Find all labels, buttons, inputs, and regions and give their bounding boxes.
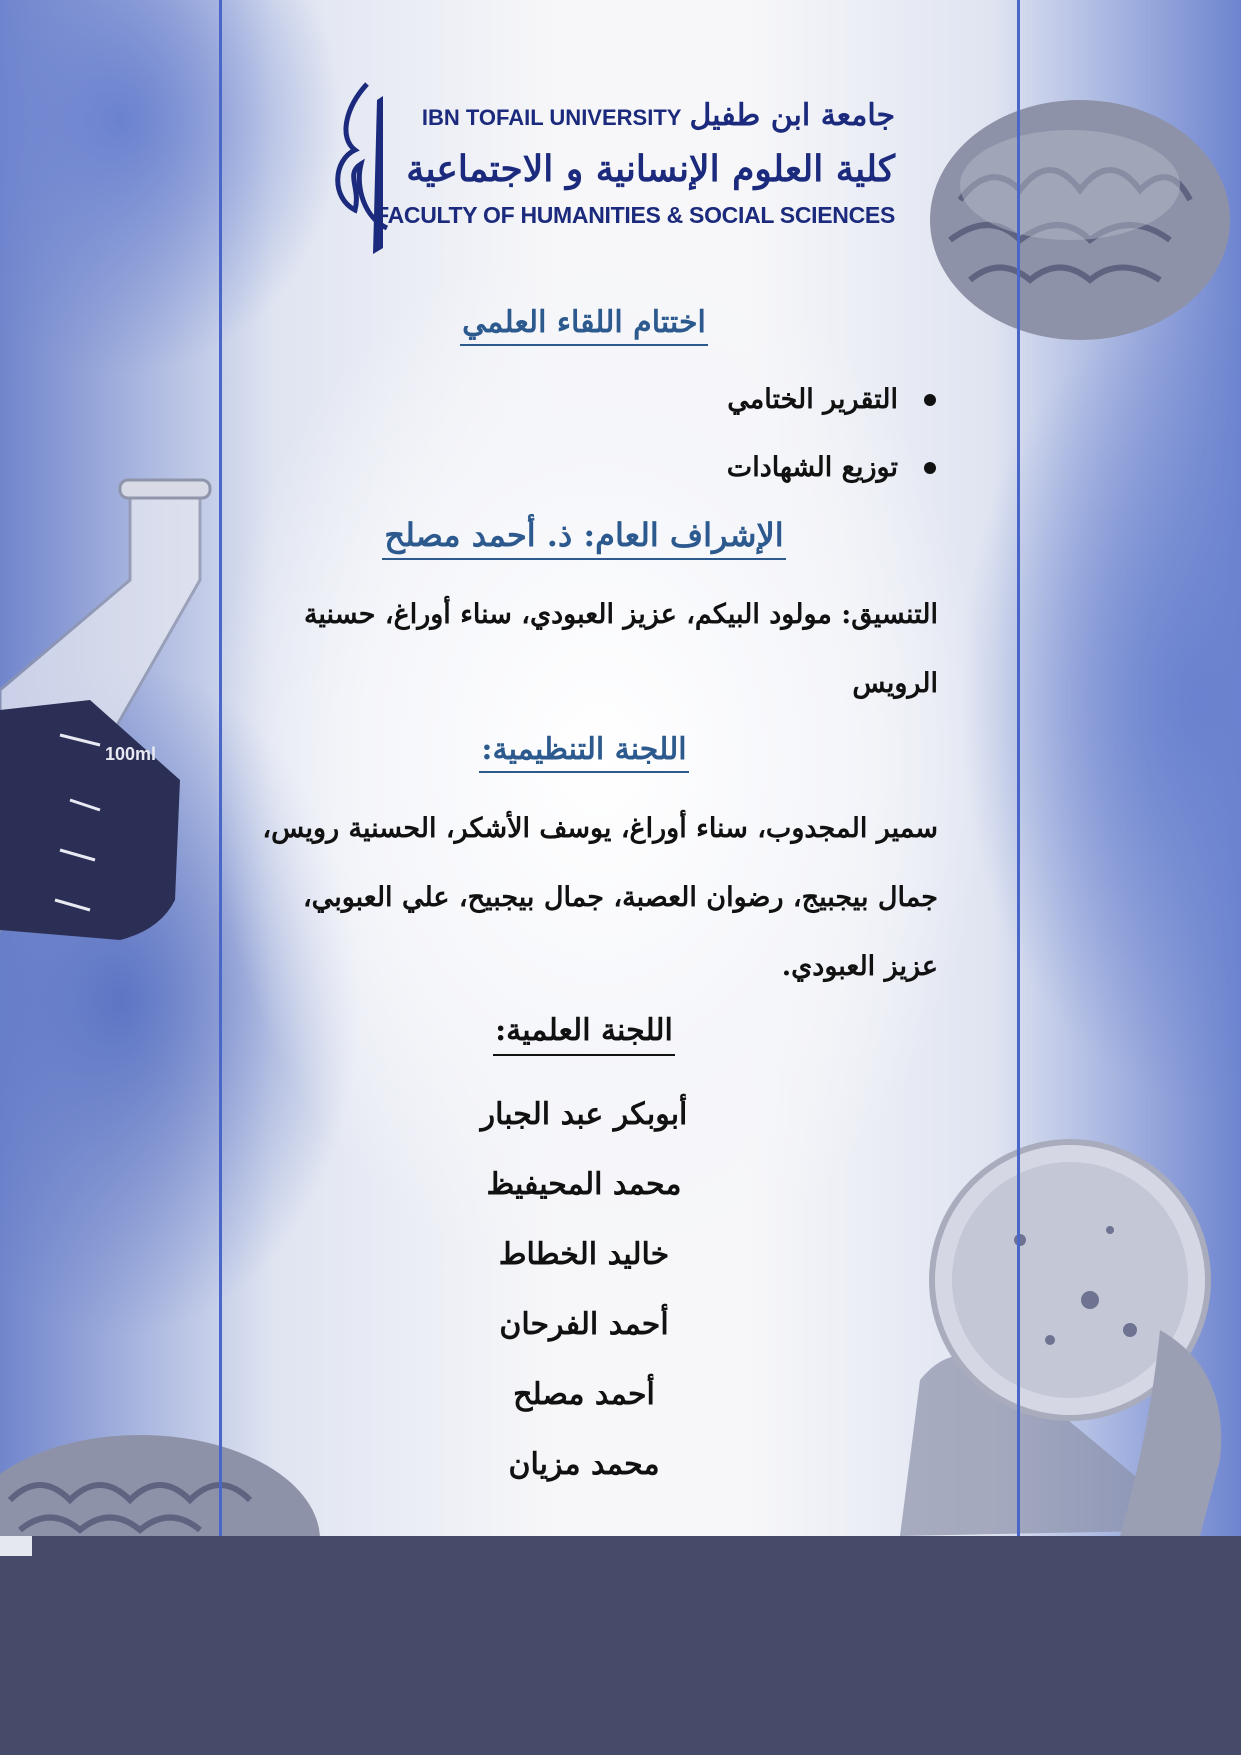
- svg-text:100ml: 100ml: [105, 744, 157, 764]
- left-frame-line: [219, 0, 222, 1536]
- coordination-paragraph: [238, 580, 938, 718]
- viewer-background-band: [0, 1536, 1241, 1755]
- coordination-line: الرويس: [852, 668, 938, 699]
- page-edge-strip: [0, 1536, 32, 1556]
- closing-heading-text: اختتام اللقاء العلمي: [460, 305, 708, 346]
- organizing-committee-heading-text: اللجنة التنظيمية:: [479, 732, 688, 773]
- supervision-heading-text: الإشراف العام: ذ. أحمد مصلح: [382, 516, 785, 560]
- list-item: أبوبكر عبد الجبار: [480, 1097, 688, 1132]
- logo-latin-university: IBN TOFAIL UNIVERSITY: [421, 105, 682, 130]
- list-item: محمد مزيان: [508, 1447, 660, 1482]
- supervision-heading: [230, 516, 938, 554]
- logo-university-line: [422, 98, 895, 133]
- list-item: التقرير الختامي: [727, 376, 938, 444]
- list-item: توزيع الشهادات: [727, 444, 938, 512]
- university-logo: [325, 78, 895, 258]
- organizing-committee-paragraph: [238, 794, 938, 1001]
- list-item: أحمد مصلح: [513, 1377, 655, 1412]
- right-frame-line: [1017, 0, 1020, 1536]
- logo-latin-faculty: FACULTY OF HUMANITIES & SOCIAL SCIENCES: [375, 202, 895, 228]
- flask-illustration: [0, 460, 240, 990]
- closing-heading: [230, 305, 938, 340]
- logo-arabic-faculty: كلية العلوم الإنسانية و الاجتماعية: [406, 148, 895, 190]
- organizing-committee-line: عزيز العبودي.: [781, 951, 938, 982]
- list-item: خاليد الخطاط: [498, 1237, 670, 1272]
- logo-arabic-university: جامعة ابن طفيل: [689, 98, 895, 133]
- list-item: أحمد الفرحان: [499, 1307, 669, 1342]
- petri-dish-illustration: [900, 1130, 1241, 1536]
- scientific-committee-heading-text: اللجنة العلمية:: [493, 1013, 675, 1056]
- organizing-committee-line: جمال بيجبيج، رضوان العصبة، جمال بيجبيح، علي العبوبي،: [302, 882, 938, 913]
- brain-illustration-top-right: [900, 70, 1241, 400]
- list-item: محمد المحيفيظ: [486, 1167, 682, 1202]
- university-emblem-icon: [325, 78, 395, 258]
- scientific-committee-heading: [230, 1013, 938, 1048]
- organizing-committee-line: سمير المجدوب، سناء أوراغ، يوسف الأشكر، الحسنية رويس،: [262, 813, 938, 844]
- coordination-line: التنسيق: مولود البيكم، عزيز العبودي، سناء أوراغ، حسنية: [303, 599, 938, 630]
- organizing-committee-heading: [230, 732, 938, 767]
- closing-items-list: [727, 376, 938, 512]
- scientific-committee-members: [230, 1090, 938, 1510]
